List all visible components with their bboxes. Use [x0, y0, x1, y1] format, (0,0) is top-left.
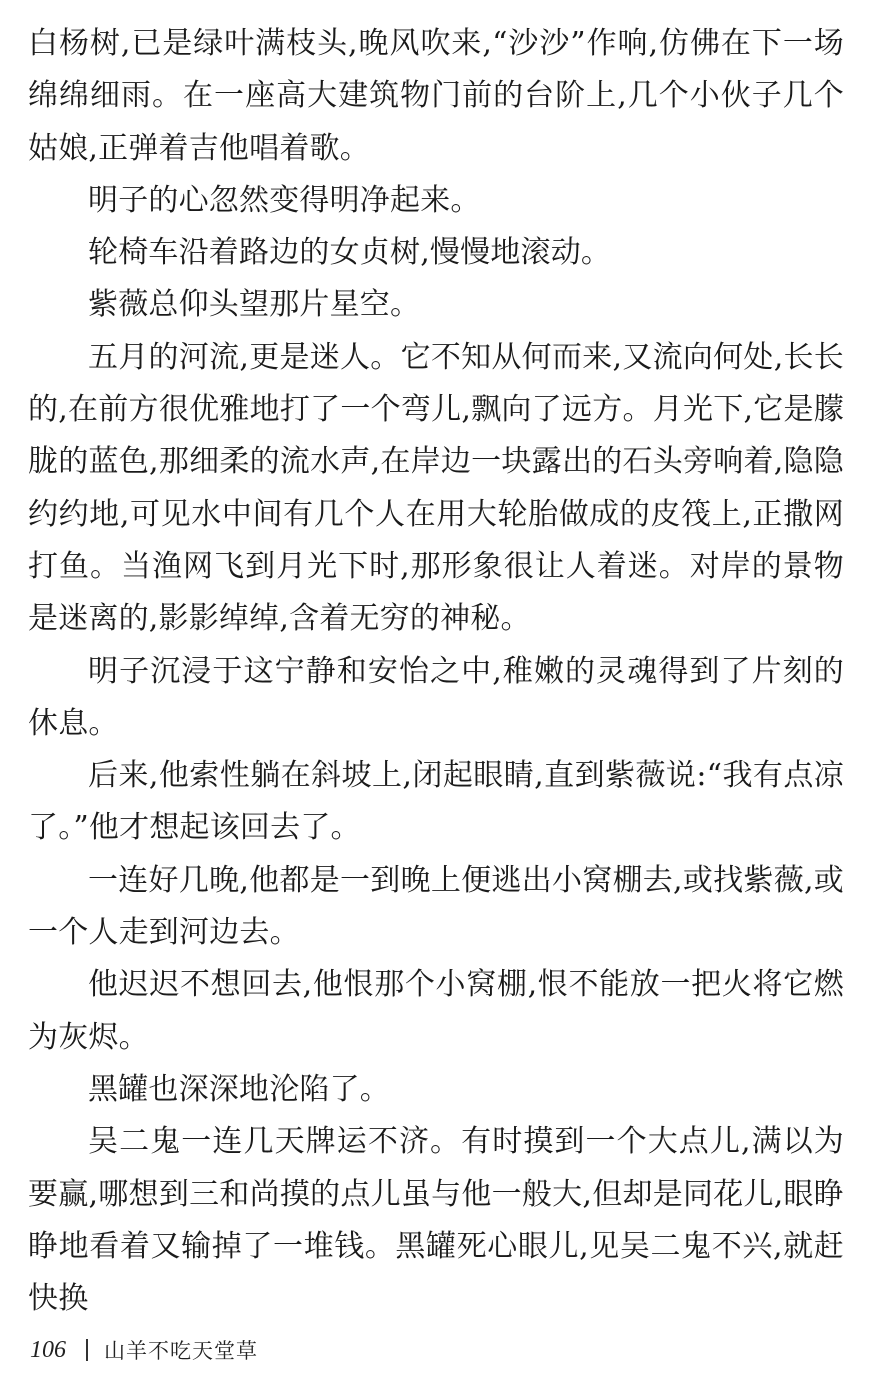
page-number: 106 [30, 1336, 66, 1363]
paragraph-11: 吴二鬼一连几天牌运不济。有时摸到一个大点儿,满以为要赢,哪想到三和尚摸的点儿虽与他一般大,但却是同花儿,眼睁睁地看着又输掉了一堆钱。黑罐死心眼儿,见吴二鬼不兴,就赶快换 [28, 1124, 844, 1317]
paragraph-8: 一连好几晚,他都是一到晚上便逃出小窝棚去,或找紫薇,或一个人走到河边去。 [28, 862, 844, 951]
body-text [28, 18, 844, 1325]
paragraph-1: 白杨树,已是绿叶满枝头,晚风吹来,“沙沙”作响,仿佛在下一场绵绵细雨。在一座高大建筑物门前的台阶上,几个小伙子几个姑娘,正弹着吉他唱着歌。 [28, 26, 844, 166]
book-title: 山羊不吃天堂草 [104, 1339, 258, 1363]
paragraph-3: 轮椅车沿着路边的女贞树,慢慢地滚动。 [88, 235, 612, 271]
paragraph-6: 明子沉浸于这宁静和安怡之中,稚嫩的灵魂得到了片刻的休息。 [28, 653, 844, 741]
footer-divider [86, 1339, 88, 1361]
paragraph-7: 后来,他索性躺在斜坡上,闭起眼睛,直到紫薇说:“我有点凉了。”他才想起该回去了。 [28, 758, 844, 846]
paragraph-5: 五月的河流,更是迷人。它不知从何而来,又流向何处,长长的,在前方很优雅地打了一个弯儿,飘向了远方。月光下,它是朦胧的蓝色,那细柔的流水声,在岸边一块露出的石头旁响着,隐隐约约地,可见水中间有几个人在用大轮胎做成的皮筏上,正撒网打鱼。当渔网飞到月光下时,那形象很让人着迷。对岸的景物是迷离的,影影绰绰,含着无穷的神秘。 [28, 339, 844, 637]
paragraph-10: 黑罐也深深地沦陷了。 [88, 1071, 390, 1107]
paragraph-9: 他迟迟不想回去,他恨那个小窝棚,恨不能放一把火将它燃为灰烬。 [28, 967, 844, 1055]
paragraph-2: 明子的心忽然变得明净起来。 [88, 182, 481, 218]
page-footer [30, 1334, 258, 1366]
paragraph-4: 紫薇总仰头望那片星空。 [88, 287, 421, 323]
